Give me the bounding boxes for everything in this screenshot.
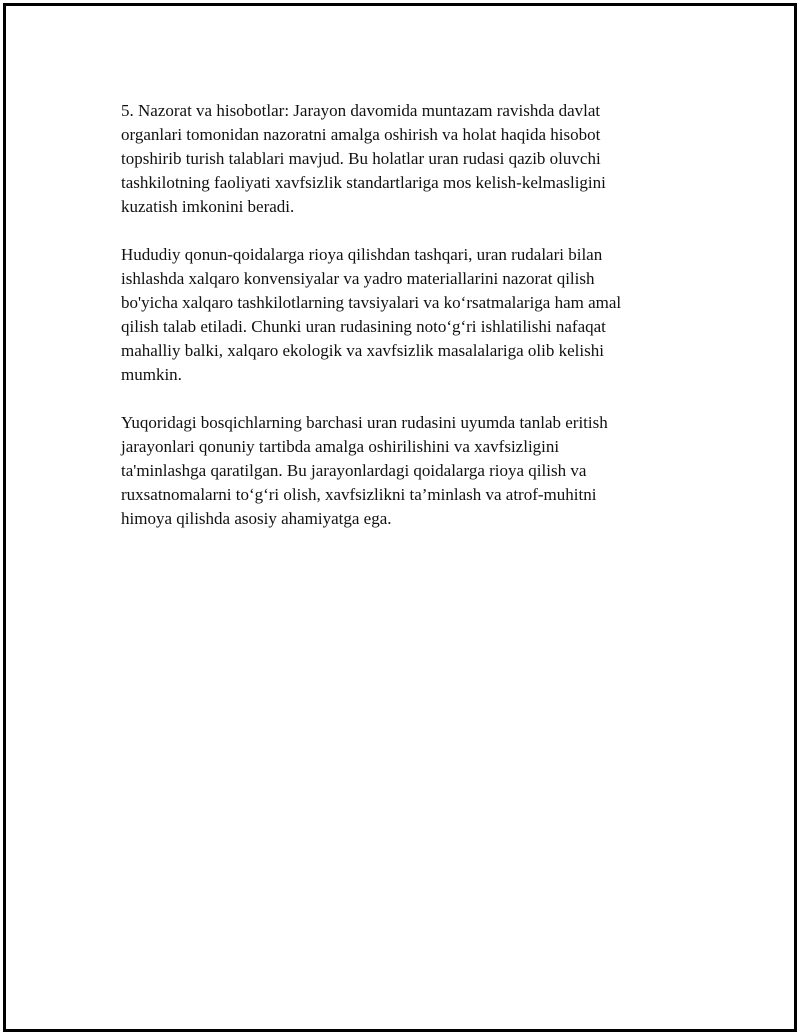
text-line: ruxsatnomalarni to‘g‘ri olish, xavfsizlikni ta’minlash va atrof-muhitni [121, 485, 597, 504]
text-line: tashkilotning faoliyati xavfsizlik standartlariga mos kelish-kelmasligini [121, 173, 606, 192]
page-frame [3, 3, 797, 1032]
text-line: ta'minlashga qaratilgan. Bu jarayonlardagi qoidalarga rioya qilish va [121, 461, 587, 480]
paragraph-international [121, 243, 681, 387]
text-line: 5. Nazorat va hisobotlar: Jarayon davomida muntazam ravishda davlat [121, 101, 601, 120]
text-line: ishlashda xalqaro konvensiyalar va yadro materiallarini nazorat qilish [121, 269, 595, 288]
text-line: topshirib turish talablari mavjud. Bu holatlar uran rudasi qazib oluvchi [121, 149, 601, 168]
text-line: qilish talab etiladi. Chunki uran rudasining noto‘g‘ri ishlatilishi nafaqat [121, 317, 606, 336]
paragraph-monitoring [121, 99, 681, 219]
text-line: mahalliy balki, xalqaro ekologik va xavfsizlik masalalariga olib kelishi [121, 341, 604, 360]
text-line: kuzatish imkonini beradi. [121, 197, 295, 216]
document-body [121, 99, 681, 555]
text-line: himoya qilishda asosiy ahamiyatga ega. [121, 509, 392, 528]
text-line: jarayonlari qonuniy tartibda amalga oshirilishini va xavfsizligini [121, 437, 560, 456]
text-line: organlari tomonidan nazoratni amalga oshirish va holat haqida hisobot [121, 125, 601, 144]
text-line: Hududiy qonun-qoidalarga rioya qilishdan tashqari, uran rudalari bilan [121, 245, 603, 264]
text-line: Yuqoridagi bosqichlarning barchasi uran rudasini uyumda tanlab eritish [121, 413, 608, 432]
paragraph-conclusion [121, 411, 681, 531]
text-line: mumkin. [121, 365, 182, 384]
text-line: bo'yicha xalqaro tashkilotlarning tavsiyalari va ko‘rsatmalariga ham amal [121, 293, 622, 312]
